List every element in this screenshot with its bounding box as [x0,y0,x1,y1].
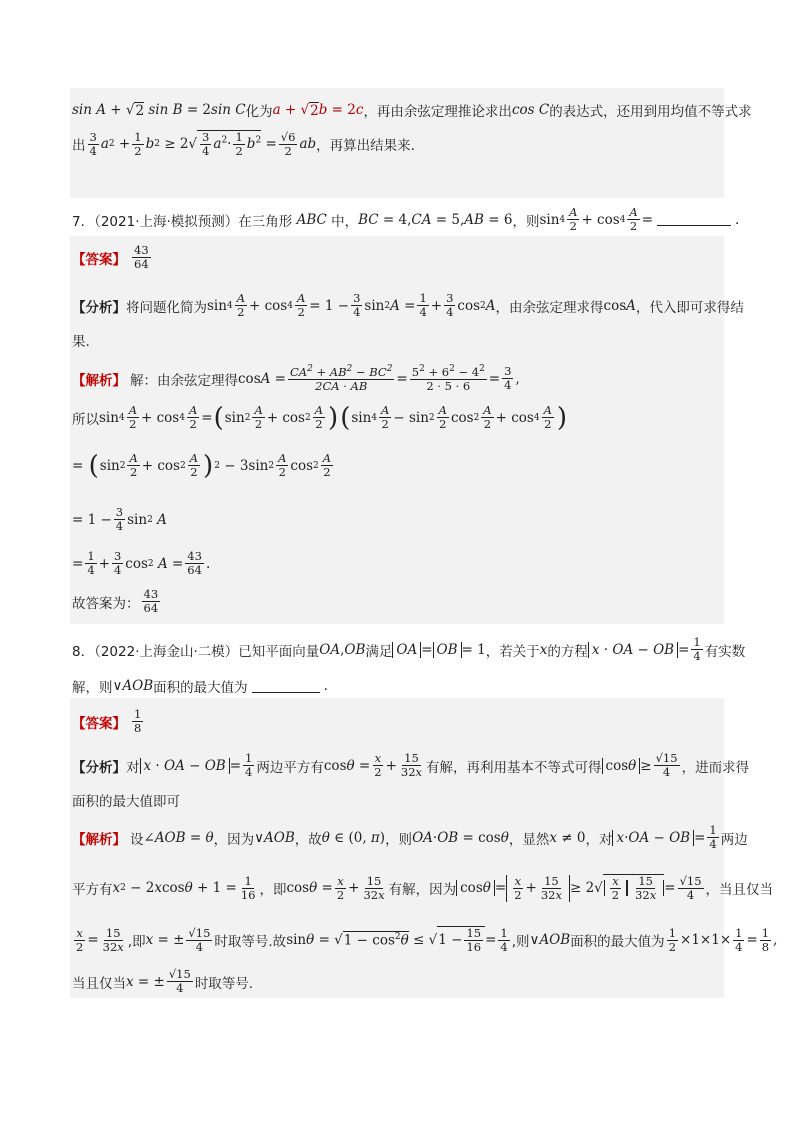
q7-final: 故答案为： $\frac{43}{64}$ [72,587,159,616]
q8-analysis-2: 面积的最大值即可 [72,794,180,810]
prev-line-2: 出 $\frac{3}{4}$ a 2 + $\frac{1}{2}$ b 2 ≥ 2√ $\frac{3}{4}$ $a^2\cdot$ $\frac{1}{2}$ $b^2$ = $\frac{√6}{2}$ ab ，再算出结果来. [72,129,415,159]
q7-analysis-2: 果. [72,334,90,350]
q8-stem-1: 8．（2022·上海金山·二模）已知平面向量 OA , OB 满足 OA = OB = 1 ，若关于 x 的方程 x · OA − OB = $\frac{1}{4}$ 有实数 [72,635,746,664]
q7-solution-5: = $\frac{1}{4}$ + $\frac{3}{4}$ cos 2 A = $\frac{43}{64}$ . [72,549,211,578]
q7-answer-blank [657,213,731,226]
q7-stem: 7．（2021·上海·模拟预测）在三角形 ABC 中， BC = 4, CA = 5, AB = 6 ，则 sin 4 $\frac{A}{2}$ + cos 4 $\frac{A}{2}$ = . [72,205,740,234]
q8-solution-3: $\frac{x}{2}$ = $\frac{15}{32x}$ ,即 x = ± $\frac{√15}{4}$ 时取等号.故 sin θ = √ $1 - \cos^2\theta$ ≤ √ 1 − $\frac{15}{16}$ = $\frac{1}{4}$ ,则 ∨ AOB 面积的最大值为 $\frac{1}{2}$ ×1×1× $\frac{1}{4}$ = $\frac{1}{8}$ , [76,925,778,955]
prev-line-1: sin A + √ 2 sin B = 2 sin C 化为 a + √ 2 b = 2 c ，再由余弦定理推论求出 cos C 的表达式，还用到用均值不等式求 [72,102,752,120]
q8-solution-1: 【解析】 设 ∠ AOB = θ ，因为 ∨ AOB ，故 θ ∈ (0, π ) ，则 OA · OB = cos θ ，显然 x ≠ 0 ，对 x·OA − OB = $\frac{1}{4}$ 两边 [72,823,748,852]
q8-analysis-1: 【分析】 对 x · OA − OB = $\frac{1}{4}$ 两边平方有 cos θ = $\frac{x}{2}$ + $\frac{15}{32x}$ 有解，再利用基本不等式可得 cosθ ≥ $\frac{√15}{4}$ ，进而求得 [72,751,750,780]
q7-solution-1: 【解析】 解：由余弦定理得 cos A = $\frac{CA^2 + AB^2 - BC^2}{2CA \cdot AB}$ = $\frac{5^2 + 6^2 - 4^2}{2 \cdot 5 \cdot 6}$ = $\frac{3}{4}$ , [72,363,520,394]
q7-solution-2: 所以 sin 4 $\frac{A}{2}$ + cos 4 $\frac{A}{2}$ = ( sin 2 $\frac{A}{2}$ + cos 2 $\frac{A}{2}$ ) ( sin 4 $\frac{A}{2}$ − sin 2 $\frac{A}{2}$ cos 2 $\frac{A}{2}$ + cos 4 $\frac{A}{2}$ ) [72,402,568,433]
q8-answer: 【答案】 $\frac{1}{8}$ [72,707,142,736]
q8-solution-2: 平方有 x 2 − 2 x cos θ + 1 = $\frac{1}{16}$ ，即 cos θ = $\frac{x}{2}$ + $\frac{15}{32x}$ 有解，因为 cosθ = $\frac{x}{2}$ + $\frac{15}{32x}$ ≥ 2√ $\frac{x}{2}$ $\frac{15}{32x}$ = $\frac{√15}{4}$ ，当且仅当 [72,873,774,903]
q7-answer: 【答案】 $\frac{43}{64}$ [72,243,149,272]
q8-solution-4: 当且仅当 x = ± $\frac{√15}{4}$ 时取等号. [72,967,254,996]
q8-stem-2: 解，则 ∨AOB 面积的最大值为 . [72,678,328,696]
q7-solution-3: = ( sin 2 $\frac{A}{2}$ + cos 2 $\frac{A}{2}$ ) 2 − 3sin 2 $\frac{A}{2}$ cos 2 $\frac{A}{2}$ [72,450,332,481]
q8-answer-blank [252,680,320,693]
q7-analysis: 【分析】 将问题化简为 sin 4 $\frac{A}{2}$ + cos 4 $\frac{A}{2}$ = 1 − $\frac{3}{4}$ sin 2 A = $\frac{1}{4}$ + $\frac{3}{4}$ cos 2 A ，由余弦定理求得 cosA ，代入即可求得结 [72,291,744,320]
q7-solution-4: = 1 − $\frac{3}{4}$ sin 2 A [72,505,167,534]
